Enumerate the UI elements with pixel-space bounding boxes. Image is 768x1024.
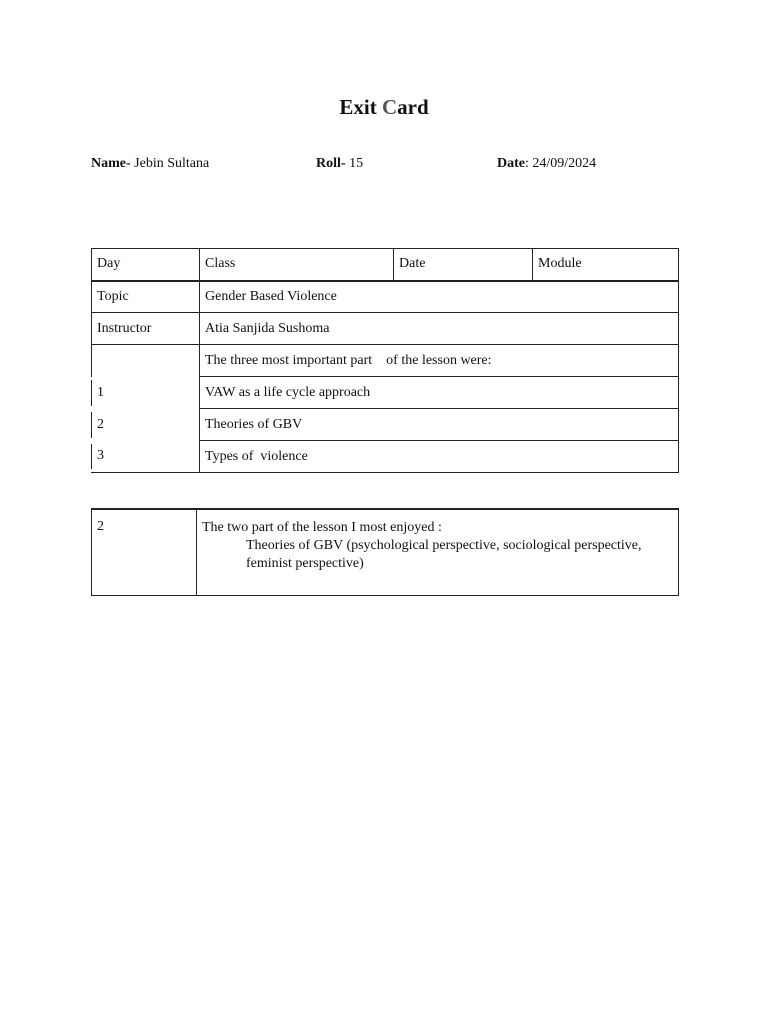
enjoyed-heading: The two part of the lesson I most enjoyed : xyxy=(202,520,442,535)
instructor-label: Instructor xyxy=(92,313,200,345)
date-value: : 24/09/2024 xyxy=(525,156,597,171)
list-item xyxy=(92,377,679,409)
name-label: Name- xyxy=(91,156,131,171)
topic-label: Topic xyxy=(92,281,200,313)
submission-date xyxy=(497,155,596,173)
table-header-row xyxy=(92,249,679,281)
enjoyed-number: 2 xyxy=(92,509,197,596)
roll-value: 15 xyxy=(345,156,364,171)
item-text: Types of violence xyxy=(200,441,679,473)
instructor-row xyxy=(92,313,679,345)
important-heading-row xyxy=(92,345,679,377)
roll-number xyxy=(316,155,363,173)
item-text: VAW as a life cycle approach xyxy=(200,377,679,409)
enjoyed-content xyxy=(197,509,679,596)
student-name xyxy=(91,155,209,173)
date-label: Date xyxy=(497,156,525,171)
header-class: Class xyxy=(200,249,394,281)
name-value: Jebin Sultana xyxy=(130,156,210,171)
important-heading: The three most important part of the lesson were: xyxy=(200,345,679,377)
header-module: Module xyxy=(533,249,679,281)
topic-value: Gender Based Violence xyxy=(200,281,679,313)
header-day: Day xyxy=(92,249,200,281)
item-number: 3 xyxy=(92,441,200,473)
page-title: Exit Card xyxy=(339,95,429,119)
list-item xyxy=(92,409,679,441)
item-text: Theories of GBV xyxy=(200,409,679,441)
topic-row xyxy=(92,281,679,313)
enjoyed-body: Theories of GBV (psychological perspective, sociological perspective, feminist perspective) xyxy=(246,538,642,571)
roll-label: Roll- xyxy=(316,156,346,171)
instructor-value: Atia Sanjida Sushoma xyxy=(200,313,679,345)
item-number: 1 xyxy=(92,377,200,409)
blank-cell xyxy=(92,345,200,377)
header-date: Date xyxy=(394,249,533,281)
lesson-table xyxy=(91,248,679,473)
list-item xyxy=(92,441,679,473)
enjoyed-table xyxy=(91,508,679,596)
enjoyed-row xyxy=(92,509,679,596)
item-number: 2 xyxy=(92,409,200,441)
